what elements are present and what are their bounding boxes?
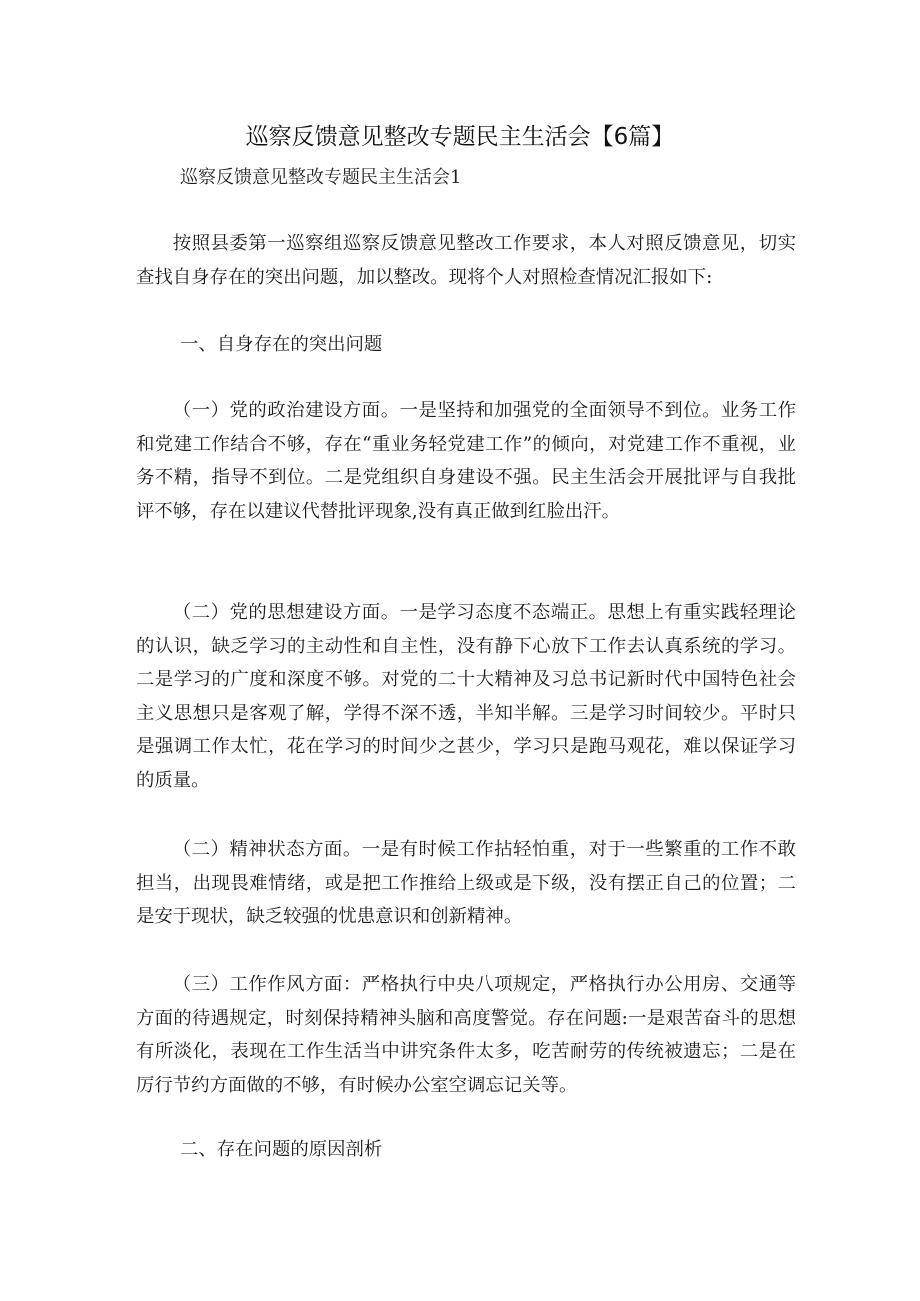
intro-paragraph: 按照县委第一巡察组巡察反馈意见整改工作要求，本人对照反馈意见，切实查找自身存在的突出问题，加以整改。现将个人对照检查情况汇报如下: <box>136 233 796 288</box>
document-subtitle: 巡察反馈意见整改专题民主生活会1 <box>180 167 462 188</box>
section-heading-1: 一、自身存在的突出问题 <box>180 334 383 355</box>
section-heading-2: 二、存在问题的原因剖析 <box>180 1139 383 1160</box>
document-title: 巡察反馈意见整改专题民主生活会【6篇】 <box>245 124 675 150</box>
paragraph-work-style: （三）工作作风方面：严格执行中央八项规定，严格执行办公用房、交通等方面的待遇规定，时刻保持精神头脑和高度警觉。存在问题:一是艰苦奋斗的思想有所淡化，表现在工作生活当中讲究条件太多，吃苦耐劳的传统被遗忘；二是在厉行节约方面做的不够，有时候办公室空调忘记关等。 <box>136 974 796 1096</box>
paragraph-ideological: （二）党的思想建设方面。一是学习态度不态端正。思想上有重实践轻理论的认识，缺乏学习的主动性和自主性，没有静下心放下工作去认真系统的学习。二是学习的广度和深度不够。对党的二十大精神及习总书记新时代中国特色社会主义思想只是客观了解，学得不深不透，半知半解。三是学习时间较少。平时只是强调工作太忙，花在学习的时间少之甚少，学习只是跑马观花，难以保证学习的质量。 <box>136 602 796 791</box>
paragraph-spirit: （二）精神状态方面。一是有时候工作拈轻怕重，对于一些繁重的工作不敢担当，出现畏难情绪，或是把工作推给上级或是下级，没有摆正自己的位置；二是安于现状，缺乏较强的忧患意识和创新精神。 <box>136 839 796 927</box>
paragraph-political: （一）党的政治建设方面。一是坚持和加强党的全面领导不到位。业务工作和党建工作结合不够，存在“重业务轻党建工作”的倾向，对党建工作不重视，业务不精，指导不到位。二是党组织自身建设不强。民主生活会开展批评与自我批评不够，存在以建议代替批评现象,没有真正做到红脸出汗。 <box>136 400 796 522</box>
